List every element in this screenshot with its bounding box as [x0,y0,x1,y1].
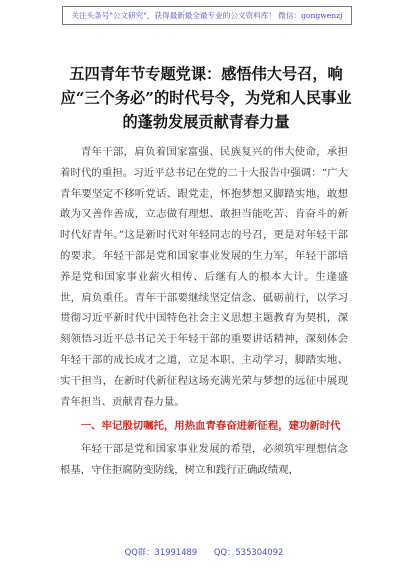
footer-qq: QQ：535304092 [213,547,284,557]
promo-banner: 关注头条号"公文研究"，获得最新最全最专业的公文资料库！ 微信：gongwenzj [62,6,352,25]
document-body [60,142,348,481]
intro-paragraph: 青年干部，肩负着国家富强、民族复兴的伟大使命，承担着时代的重担。习近平总书记在党的二十大报告中强调：“广大青年要坚定不移听党话、跟党走，怀抱梦想又脚踏实地，敢想敢为又善作善成，立志做有理想、敢担当能吃苦、肯奋斗的新时代好青年。”这是新时代对年轻同志的号召，更是对年轻干部的要求。年轻干部是党和国家事业发展的生力军，年轻干部培养是党和国家事业薪火相传、后继有人的根本大计。生逢盛世，肩负重任。青年干部要继续坚定信念、砥砺前行，以学习贯彻习近平新时代中国特色社会主义思想主题教育为契机，深刻领悟习近平总书记关于年轻干部的重要讲话精神，深刻体会年轻干部的成长成才之道，立足本职、主动学习，脚踏实地、实干担当，在新时代新征程这场充满光荣与梦想的远征中展现青年担当、贡献青春力量。 [60,146,348,408]
footer [0,546,408,558]
document-title: 五四青年节专题党课：感悟伟大号召，响应“三个务必”的时代号令，为党和人民事业的蓬勃发展贡献青春力量 [60,65,352,131]
section-heading: 一、牢记殷切嘱托，用热血青春奋进新征程，建功新时代 [80,420,341,433]
section-paragraph: 年轻干部是党和国家事业发展的希望，必须筑牢理想信念根基，守住拒腐防变防线，树立和践行正确政绩观， [60,443,348,476]
footer-qq-group: QQ群：31991489 [124,547,198,557]
